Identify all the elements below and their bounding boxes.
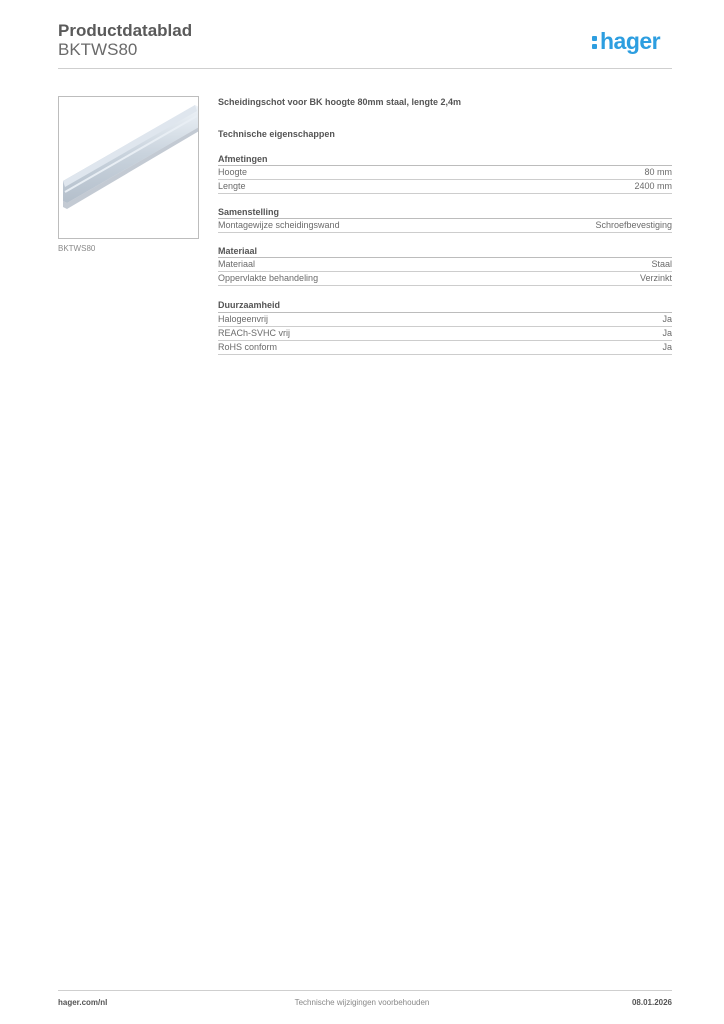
spec-value: Schroefbevestiging (595, 220, 672, 230)
section-title: Samenstelling (218, 206, 672, 219)
spec-row (218, 219, 672, 233)
section-title: Materiaal (218, 245, 672, 258)
product-image (58, 96, 199, 239)
spec-label: Montagewijze scheidingswand (218, 220, 340, 230)
spec-row (218, 313, 672, 327)
spec-row (218, 258, 672, 272)
steel-profile-icon (59, 97, 199, 239)
logo-colon-icon (592, 31, 599, 51)
product-details (218, 95, 672, 355)
section-materiaal (218, 245, 672, 286)
hager-logo (592, 28, 660, 54)
section-samenstelling (218, 206, 672, 233)
spec-value: Verzinkt (639, 273, 672, 283)
spec-value: Staal (651, 259, 672, 269)
technical-heading: Technische eigenschappen (218, 129, 335, 139)
spec-label: Hoogte (218, 167, 248, 177)
spec-label: Lengte (218, 181, 246, 191)
spec-label: Halogeenvrij (218, 314, 269, 324)
spec-label: REACh-SVHC vrij (218, 328, 291, 338)
section-duurzaamheid (218, 298, 672, 355)
spec-row (218, 272, 672, 286)
logo-text: hager (600, 28, 661, 54)
header-divider (58, 68, 672, 69)
document-title: Productdatablad (58, 21, 193, 40)
spec-label: Materiaal (218, 259, 256, 269)
spec-value: Ja (662, 342, 672, 352)
product-description: Scheidingschot voor BK hoogte 80mm staal, lengte 2,4m (218, 97, 462, 107)
spec-row (218, 180, 672, 194)
spec-row (218, 327, 672, 341)
footer-divider (58, 990, 672, 991)
section-afmetingen (218, 153, 672, 194)
section-title: Duurzaamheid (218, 298, 672, 313)
footer-notice: Technische wijzigingen voorbehouden (294, 998, 430, 1007)
spec-value: 80 mm (644, 167, 672, 177)
image-caption: BKTWS80 (58, 244, 96, 253)
footer-date: 08.01.2026 (631, 998, 672, 1007)
spec-row (218, 166, 672, 180)
spec-value: 2400 mm (634, 181, 672, 191)
spec-value: Ja (662, 328, 672, 338)
product-code: BKTWS80 (58, 40, 138, 59)
footer-website-link[interactable]: hager.com/nl (58, 998, 108, 1007)
spec-label: RoHS conform (218, 342, 278, 352)
spec-value: Ja (662, 314, 672, 324)
section-title: Afmetingen (218, 153, 672, 166)
spec-row (218, 341, 672, 355)
spec-label: Oppervlakte behandeling (218, 273, 319, 283)
